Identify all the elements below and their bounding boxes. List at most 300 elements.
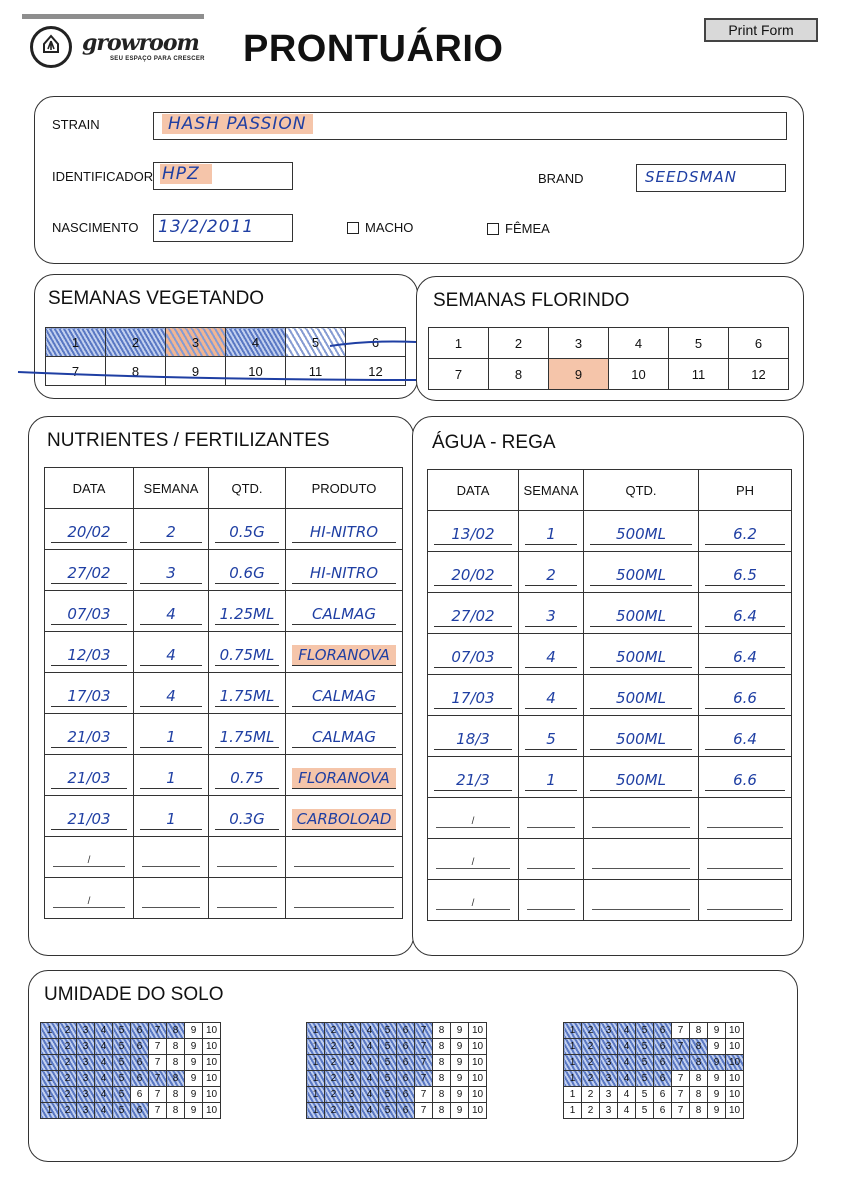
soil-cell[interactable]: 8: [167, 1023, 185, 1039]
table-cell-qtd[interactable]: [209, 714, 286, 755]
soil-cell[interactable]: 8: [433, 1039, 451, 1055]
table-cell-qtd[interactable]: [584, 798, 699, 839]
table-cell-data[interactable]: [428, 757, 519, 798]
soil-cell[interactable]: 2: [325, 1071, 343, 1087]
soil-cell[interactable]: 5: [379, 1071, 397, 1087]
veg-week-cell[interactable]: 3: [166, 328, 226, 357]
soil-cell[interactable]: 8: [167, 1103, 185, 1119]
soil-cell[interactable]: 9: [708, 1103, 726, 1119]
table-cell-qtd[interactable]: [584, 593, 699, 634]
soil-cell[interactable]: 10: [469, 1071, 487, 1087]
soil-cell[interactable]: 1: [41, 1071, 59, 1087]
soil-cell[interactable]: 3: [343, 1023, 361, 1039]
soil-cell[interactable]: 10: [203, 1087, 221, 1103]
handwritten-value: 500ML: [590, 729, 692, 750]
soil-cell[interactable]: 10: [203, 1071, 221, 1087]
soil-cell[interactable]: 10: [469, 1055, 487, 1071]
soil-cell[interactable]: 10: [726, 1087, 744, 1103]
soil-cell[interactable]: 7: [149, 1039, 167, 1055]
table-cell-ph[interactable]: [699, 839, 792, 880]
soil-cell[interactable]: 7: [149, 1023, 167, 1039]
soil-cell[interactable]: 6: [654, 1071, 672, 1087]
soil-cell[interactable]: 1: [564, 1055, 582, 1071]
soil-cell[interactable]: 10: [726, 1055, 744, 1071]
handwritten-value: 6.6: [705, 770, 785, 791]
soil-cell[interactable]: 5: [379, 1087, 397, 1103]
soil-cell[interactable]: 7: [672, 1023, 690, 1039]
soil-cell[interactable]: 7: [149, 1087, 167, 1103]
soil-cell[interactable]: 7: [672, 1103, 690, 1119]
nutrients-title: NUTRIENTES / FERTILIZANTES: [47, 430, 330, 451]
soil-cell[interactable]: 7: [415, 1039, 433, 1055]
soil-cell[interactable]: 8: [167, 1087, 185, 1103]
table-cell-semana[interactable]: [519, 839, 584, 880]
table-cell-data[interactable]: [428, 880, 519, 921]
soil-cell[interactable]: 1: [307, 1103, 325, 1119]
soil-cell[interactable]: 7: [415, 1103, 433, 1119]
table-cell-qtd[interactable]: [209, 755, 286, 796]
table-cell-ph[interactable]: [699, 675, 792, 716]
soil-cell[interactable]: 1: [41, 1103, 59, 1119]
soil-cell[interactable]: 9: [451, 1055, 469, 1071]
table-cell-semana[interactable]: [519, 593, 584, 634]
soil-cell[interactable]: 3: [343, 1039, 361, 1055]
soil-cell[interactable]: 6: [654, 1055, 672, 1071]
table-cell-data[interactable]: [428, 634, 519, 675]
table-cell-data[interactable]: [428, 675, 519, 716]
soil-cell[interactable]: 4: [95, 1103, 113, 1119]
soil-cell[interactable]: 3: [77, 1055, 95, 1071]
table-cell-semana[interactable]: [134, 714, 209, 755]
soil-cell[interactable]: 3: [343, 1087, 361, 1103]
handwritten-value: 500ML: [590, 606, 692, 627]
soil-cell[interactable]: 5: [636, 1087, 654, 1103]
soil-cell[interactable]: 4: [95, 1055, 113, 1071]
soil-cell[interactable]: 1: [564, 1039, 582, 1055]
soil-cell[interactable]: 2: [325, 1039, 343, 1055]
table-cell-semana[interactable]: [134, 878, 209, 919]
soil-cell[interactable]: 9: [451, 1023, 469, 1039]
table-cell-qtd[interactable]: [584, 634, 699, 675]
flower-week-cell[interactable]: 1: [429, 328, 489, 359]
soil-cell[interactable]: 10: [469, 1103, 487, 1119]
veg-week-cell[interactable]: 7: [46, 357, 106, 386]
table-cell-semana[interactable]: [519, 798, 584, 839]
flower-week-cell[interactable]: 7: [429, 359, 489, 390]
soil-cell[interactable]: 8: [690, 1039, 708, 1055]
soil-cell[interactable]: 6: [397, 1039, 415, 1055]
soil-cell[interactable]: 7: [149, 1071, 167, 1087]
soil-cell[interactable]: 3: [343, 1103, 361, 1119]
soil-cell[interactable]: 8: [167, 1039, 185, 1055]
soil-cell[interactable]: 8: [690, 1103, 708, 1119]
soil-cell[interactable]: 4: [95, 1039, 113, 1055]
soil-cell[interactable]: 9: [451, 1103, 469, 1119]
soil-cell[interactable]: 6: [654, 1039, 672, 1055]
table-cell-qtd[interactable]: [209, 591, 286, 632]
soil-cell[interactable]: 1: [41, 1023, 59, 1039]
table-cell-data[interactable]: [45, 591, 134, 632]
table-cell-data[interactable]: [45, 509, 134, 550]
soil-cell[interactable]: 8: [433, 1023, 451, 1039]
soil-cell[interactable]: 5: [113, 1023, 131, 1039]
table-cell-data[interactable]: [45, 878, 134, 919]
flower-week-cell[interactable]: 8: [489, 359, 549, 390]
soil-cell[interactable]: 4: [618, 1071, 636, 1087]
soil-cell[interactable]: 9: [708, 1055, 726, 1071]
soil-cell[interactable]: 7: [415, 1023, 433, 1039]
soil-cell[interactable]: 1: [307, 1039, 325, 1055]
soil-cell[interactable]: 3: [600, 1039, 618, 1055]
table-cell-ph[interactable]: [699, 511, 792, 552]
table-cell-semana[interactable]: [519, 552, 584, 593]
table-cell-produto[interactable]: [286, 632, 403, 673]
veg-week-cell[interactable]: 1: [46, 328, 106, 357]
blank-line: [217, 866, 277, 867]
table-cell-data[interactable]: [428, 716, 519, 757]
blank-line: [592, 827, 690, 828]
soil-cell[interactable]: 9: [185, 1023, 203, 1039]
soil-cell[interactable]: 2: [325, 1023, 343, 1039]
table-cell-produto[interactable]: [286, 878, 403, 919]
soil-cell[interactable]: 4: [361, 1103, 379, 1119]
soil-cell[interactable]: 2: [59, 1071, 77, 1087]
soil-cell[interactable]: 7: [672, 1039, 690, 1055]
soil-cell[interactable]: 1: [41, 1055, 59, 1071]
soil-cell[interactable]: 6: [131, 1039, 149, 1055]
table-cell-semana[interactable]: [134, 673, 209, 714]
flower-week-cell[interactable]: 5: [669, 328, 729, 359]
soil-cell[interactable]: 2: [59, 1055, 77, 1071]
handwritten-value: 27/02: [51, 563, 127, 584]
soil-cell[interactable]: 8: [433, 1071, 451, 1087]
soil-cell[interactable]: 9: [185, 1071, 203, 1087]
table-cell-semana[interactable]: [519, 880, 584, 921]
soil-cell[interactable]: 5: [636, 1055, 654, 1071]
soil-cell[interactable]: 2: [582, 1055, 600, 1071]
soil-cell[interactable]: 1: [307, 1055, 325, 1071]
soil-cell[interactable]: 6: [397, 1023, 415, 1039]
soil-cell[interactable]: 8: [690, 1023, 708, 1039]
soil-cell[interactable]: 1: [41, 1087, 59, 1103]
soil-cell[interactable]: 5: [113, 1039, 131, 1055]
soil-cell[interactable]: 10: [726, 1071, 744, 1087]
table-row: [428, 798, 792, 839]
soil-cell[interactable]: 5: [113, 1087, 131, 1103]
soil-cell[interactable]: 10: [469, 1087, 487, 1103]
soil-cell[interactable]: 2: [59, 1087, 77, 1103]
soil-cell[interactable]: 7: [672, 1087, 690, 1103]
table-cell-qtd[interactable]: [209, 509, 286, 550]
soil-cell[interactable]: 3: [343, 1071, 361, 1087]
soil-cell[interactable]: 6: [131, 1071, 149, 1087]
soil-cell[interactable]: 9: [451, 1071, 469, 1087]
table-cell-produto[interactable]: [286, 837, 403, 878]
soil-cell[interactable]: 10: [203, 1023, 221, 1039]
table-cell-data[interactable]: [428, 798, 519, 839]
soil-cell[interactable]: 4: [361, 1023, 379, 1039]
soil-cell[interactable]: 4: [618, 1055, 636, 1071]
soil-cell[interactable]: 4: [95, 1071, 113, 1087]
table-cell-data[interactable]: [45, 632, 134, 673]
soil-cell[interactable]: 9: [708, 1071, 726, 1087]
soil-cell[interactable]: 1: [564, 1087, 582, 1103]
table-cell-data[interactable]: [428, 839, 519, 880]
table-cell-produto[interactable]: [286, 591, 403, 632]
table-cell-semana[interactable]: [519, 634, 584, 675]
table-cell-qtd[interactable]: [584, 880, 699, 921]
soil-cell[interactable]: 6: [131, 1103, 149, 1119]
soil-cell[interactable]: 4: [95, 1087, 113, 1103]
flower-week-cell[interactable]: 11: [669, 359, 729, 390]
soil-cell[interactable]: 9: [185, 1087, 203, 1103]
table-cell-semana[interactable]: [519, 675, 584, 716]
soil-cell[interactable]: 2: [325, 1103, 343, 1119]
soil-cell[interactable]: 3: [600, 1103, 618, 1119]
table-cell-data[interactable]: [428, 552, 519, 593]
table-cell-ph[interactable]: [699, 880, 792, 921]
soil-cell[interactable]: 4: [361, 1055, 379, 1071]
handwritten-value: HI-NITRO: [292, 522, 396, 543]
soil-cell[interactable]: 2: [325, 1087, 343, 1103]
table-cell-semana[interactable]: [134, 509, 209, 550]
soil-cell[interactable]: 7: [415, 1071, 433, 1087]
soil-cell[interactable]: 10: [203, 1103, 221, 1119]
table-cell-qtd[interactable]: [584, 757, 699, 798]
table-cell-semana[interactable]: [134, 591, 209, 632]
soil-cell[interactable]: 7: [149, 1103, 167, 1119]
soil-cell[interactable]: 1: [564, 1071, 582, 1087]
soil-cell[interactable]: 1: [564, 1103, 582, 1119]
soil-cell[interactable]: 8: [167, 1055, 185, 1071]
table-cell-semana[interactable]: [519, 757, 584, 798]
soil-cell[interactable]: 4: [618, 1103, 636, 1119]
soil-cell[interactable]: 3: [77, 1087, 95, 1103]
soil-cell[interactable]: 4: [618, 1039, 636, 1055]
soil-cell[interactable]: 5: [113, 1055, 131, 1071]
soil-cell[interactable]: 6: [131, 1087, 149, 1103]
soil-cell[interactable]: 8: [690, 1055, 708, 1071]
soil-cell[interactable]: 1: [307, 1071, 325, 1087]
soil-cell[interactable]: 9: [185, 1039, 203, 1055]
soil-cell[interactable]: 5: [379, 1023, 397, 1039]
table-cell-qtd[interactable]: [209, 673, 286, 714]
table-cell-produto[interactable]: [286, 755, 403, 796]
soil-cell[interactable]: 2: [582, 1087, 600, 1103]
soil-cell[interactable]: 3: [600, 1055, 618, 1071]
table-cell-ph[interactable]: [699, 593, 792, 634]
soil-cell[interactable]: 2: [582, 1103, 600, 1119]
table-cell-ph[interactable]: [699, 757, 792, 798]
table-cell-ph[interactable]: [699, 798, 792, 839]
soil-cell[interactable]: 9: [708, 1023, 726, 1039]
table-cell-qtd[interactable]: [584, 839, 699, 880]
soil-cell[interactable]: 8: [690, 1071, 708, 1087]
soil-cell[interactable]: 10: [203, 1055, 221, 1071]
soil-cell[interactable]: 8: [167, 1071, 185, 1087]
soil-cell[interactable]: 9: [451, 1039, 469, 1055]
table-cell-semana[interactable]: [134, 796, 209, 837]
soil-cell[interactable]: 1: [307, 1087, 325, 1103]
soil-cell[interactable]: 2: [325, 1055, 343, 1071]
table-cell-data[interactable]: [45, 714, 134, 755]
table-cell-produto[interactable]: [286, 796, 403, 837]
soil-cell[interactable]: 5: [379, 1103, 397, 1119]
veg-week-cell[interactable]: 6: [346, 328, 406, 357]
soil-cell[interactable]: 5: [636, 1071, 654, 1087]
soil-cell[interactable]: 4: [618, 1023, 636, 1039]
flower-week-cell[interactable]: 2: [489, 328, 549, 359]
table-cell-qtd[interactable]: [584, 511, 699, 552]
soil-cell[interactable]: 6: [654, 1087, 672, 1103]
soil-cell[interactable]: 5: [636, 1103, 654, 1119]
soil-cell[interactable]: 1: [564, 1023, 582, 1039]
flower-week-cell[interactable]: 10: [609, 359, 669, 390]
table-cell-data[interactable]: [45, 673, 134, 714]
table-cell-data[interactable]: [45, 837, 134, 878]
handwritten-value: 0.5G: [215, 522, 279, 543]
soil-cell[interactable]: 10: [469, 1023, 487, 1039]
table-cell-data[interactable]: [45, 550, 134, 591]
veg-week-cell[interactable]: 8: [106, 357, 166, 386]
table-cell-qtd[interactable]: [584, 716, 699, 757]
soil-cell[interactable]: 10: [726, 1039, 744, 1055]
veg-week-cell[interactable]: 5: [286, 328, 346, 357]
blank-line: /: [436, 899, 510, 910]
soil-cell[interactable]: 2: [582, 1023, 600, 1039]
table-cell-data[interactable]: [45, 796, 134, 837]
soil-cell[interactable]: 7: [149, 1055, 167, 1071]
soil-cell[interactable]: 7: [672, 1071, 690, 1087]
flower-week-cell-current[interactable]: 9: [549, 359, 609, 390]
soil-cell[interactable]: 10: [203, 1039, 221, 1055]
soil-cell[interactable]: 7: [415, 1087, 433, 1103]
soil-cell[interactable]: 3: [600, 1087, 618, 1103]
soil-cell[interactable]: 6: [397, 1087, 415, 1103]
veg-week-cell[interactable]: 11: [286, 357, 346, 386]
soil-cell[interactable]: 3: [77, 1103, 95, 1119]
soil-cell[interactable]: 6: [131, 1055, 149, 1071]
soil-cell[interactable]: 6: [131, 1023, 149, 1039]
table-cell-qtd[interactable]: [584, 552, 699, 593]
soil-cell[interactable]: 6: [397, 1071, 415, 1087]
soil-cell[interactable]: 3: [77, 1023, 95, 1039]
table-cell-semana[interactable]: [134, 837, 209, 878]
col-header-semana: SEMANA: [134, 468, 209, 509]
soil-cell[interactable]: 5: [113, 1071, 131, 1087]
soil-cell[interactable]: 5: [113, 1103, 131, 1119]
soil-cell[interactable]: 4: [361, 1071, 379, 1087]
soil-cell[interactable]: 9: [185, 1103, 203, 1119]
table-cell-qtd[interactable]: [209, 550, 286, 591]
soil-cell[interactable]: 6: [397, 1055, 415, 1071]
soil-cell[interactable]: 7: [672, 1055, 690, 1071]
soil-cell[interactable]: 2: [59, 1103, 77, 1119]
table-cell-produto[interactable]: [286, 714, 403, 755]
table-cell-ph[interactable]: [699, 716, 792, 757]
veg-week-cell[interactable]: 10: [226, 357, 286, 386]
water-title: ÁGUA - REGA: [432, 432, 556, 453]
soil-cell[interactable]: 4: [361, 1087, 379, 1103]
flower-week-cell[interactable]: 6: [729, 328, 789, 359]
table-cell-data[interactable]: [428, 511, 519, 552]
blank-line: [592, 909, 690, 910]
soil-cell[interactable]: 2: [59, 1039, 77, 1055]
soil-cell[interactable]: 2: [582, 1039, 600, 1055]
table-cell-qtd[interactable]: [584, 675, 699, 716]
soil-cell[interactable]: 3: [77, 1039, 95, 1055]
soil-cell[interactable]: 2: [59, 1023, 77, 1039]
soil-cell[interactable]: 10: [469, 1039, 487, 1055]
soil-cell[interactable]: 6: [654, 1023, 672, 1039]
print-form-button[interactable]: Print Form: [704, 18, 818, 42]
flower-week-cell[interactable]: 4: [609, 328, 669, 359]
table-cell-semana[interactable]: [519, 716, 584, 757]
table-cell-semana[interactable]: [519, 511, 584, 552]
soil-cell[interactable]: 4: [618, 1087, 636, 1103]
table-cell-produto[interactable]: [286, 673, 403, 714]
flower-week-cell[interactable]: 12: [729, 359, 789, 390]
soil-cell[interactable]: 9: [708, 1039, 726, 1055]
soil-cell[interactable]: 9: [708, 1087, 726, 1103]
soil-cell[interactable]: 4: [361, 1039, 379, 1055]
soil-cell[interactable]: 3: [600, 1023, 618, 1039]
table-cell-qtd[interactable]: [209, 796, 286, 837]
table-cell-semana[interactable]: [134, 550, 209, 591]
soil-cell[interactable]: 10: [726, 1023, 744, 1039]
soil-cell[interactable]: 5: [636, 1023, 654, 1039]
table-cell-qtd[interactable]: [209, 878, 286, 919]
soil-cell[interactable]: 9: [451, 1087, 469, 1103]
soil-cell[interactable]: 6: [397, 1103, 415, 1119]
veg-week-cell[interactable]: 12: [346, 357, 406, 386]
table-cell-data[interactable]: [428, 593, 519, 634]
soil-cell[interactable]: 8: [433, 1103, 451, 1119]
soil-cell[interactable]: 2: [582, 1071, 600, 1087]
soil-cell[interactable]: 5: [636, 1039, 654, 1055]
soil-cell[interactable]: 3: [600, 1071, 618, 1087]
soil-cell[interactable]: 5: [379, 1055, 397, 1071]
handwritten-value: 1: [140, 727, 202, 748]
table-cell-produto[interactable]: [286, 550, 403, 591]
table-cell-semana[interactable]: [134, 755, 209, 796]
veg-week-cell[interactable]: 4: [226, 328, 286, 357]
veg-week-cell[interactable]: 9: [166, 357, 226, 386]
soil-cell[interactable]: 1: [307, 1023, 325, 1039]
soil-cell[interactable]: 8: [690, 1087, 708, 1103]
table-cell-produto[interactable]: [286, 509, 403, 550]
soil-cell[interactable]: 1: [41, 1039, 59, 1055]
soil-cell[interactable]: 3: [77, 1071, 95, 1087]
table-cell-ph[interactable]: [699, 634, 792, 675]
table-cell-qtd[interactable]: [209, 632, 286, 673]
soil-cell[interactable]: 9: [185, 1055, 203, 1071]
table-cell-qtd[interactable]: [209, 837, 286, 878]
table-cell-semana[interactable]: [134, 632, 209, 673]
soil-cell[interactable]: 8: [433, 1055, 451, 1071]
soil-cell[interactable]: 3: [343, 1055, 361, 1071]
table-cell-data[interactable]: [45, 755, 134, 796]
soil-cell[interactable]: 5: [379, 1039, 397, 1055]
soil-cell[interactable]: 7: [415, 1055, 433, 1071]
soil-cell[interactable]: 10: [726, 1103, 744, 1119]
soil-cell[interactable]: 8: [433, 1087, 451, 1103]
table-cell-ph[interactable]: [699, 552, 792, 593]
flower-week-cell[interactable]: 3: [549, 328, 609, 359]
soil-cell[interactable]: 6: [654, 1103, 672, 1119]
veg-week-cell[interactable]: 2: [106, 328, 166, 357]
soil-cell[interactable]: 4: [95, 1023, 113, 1039]
